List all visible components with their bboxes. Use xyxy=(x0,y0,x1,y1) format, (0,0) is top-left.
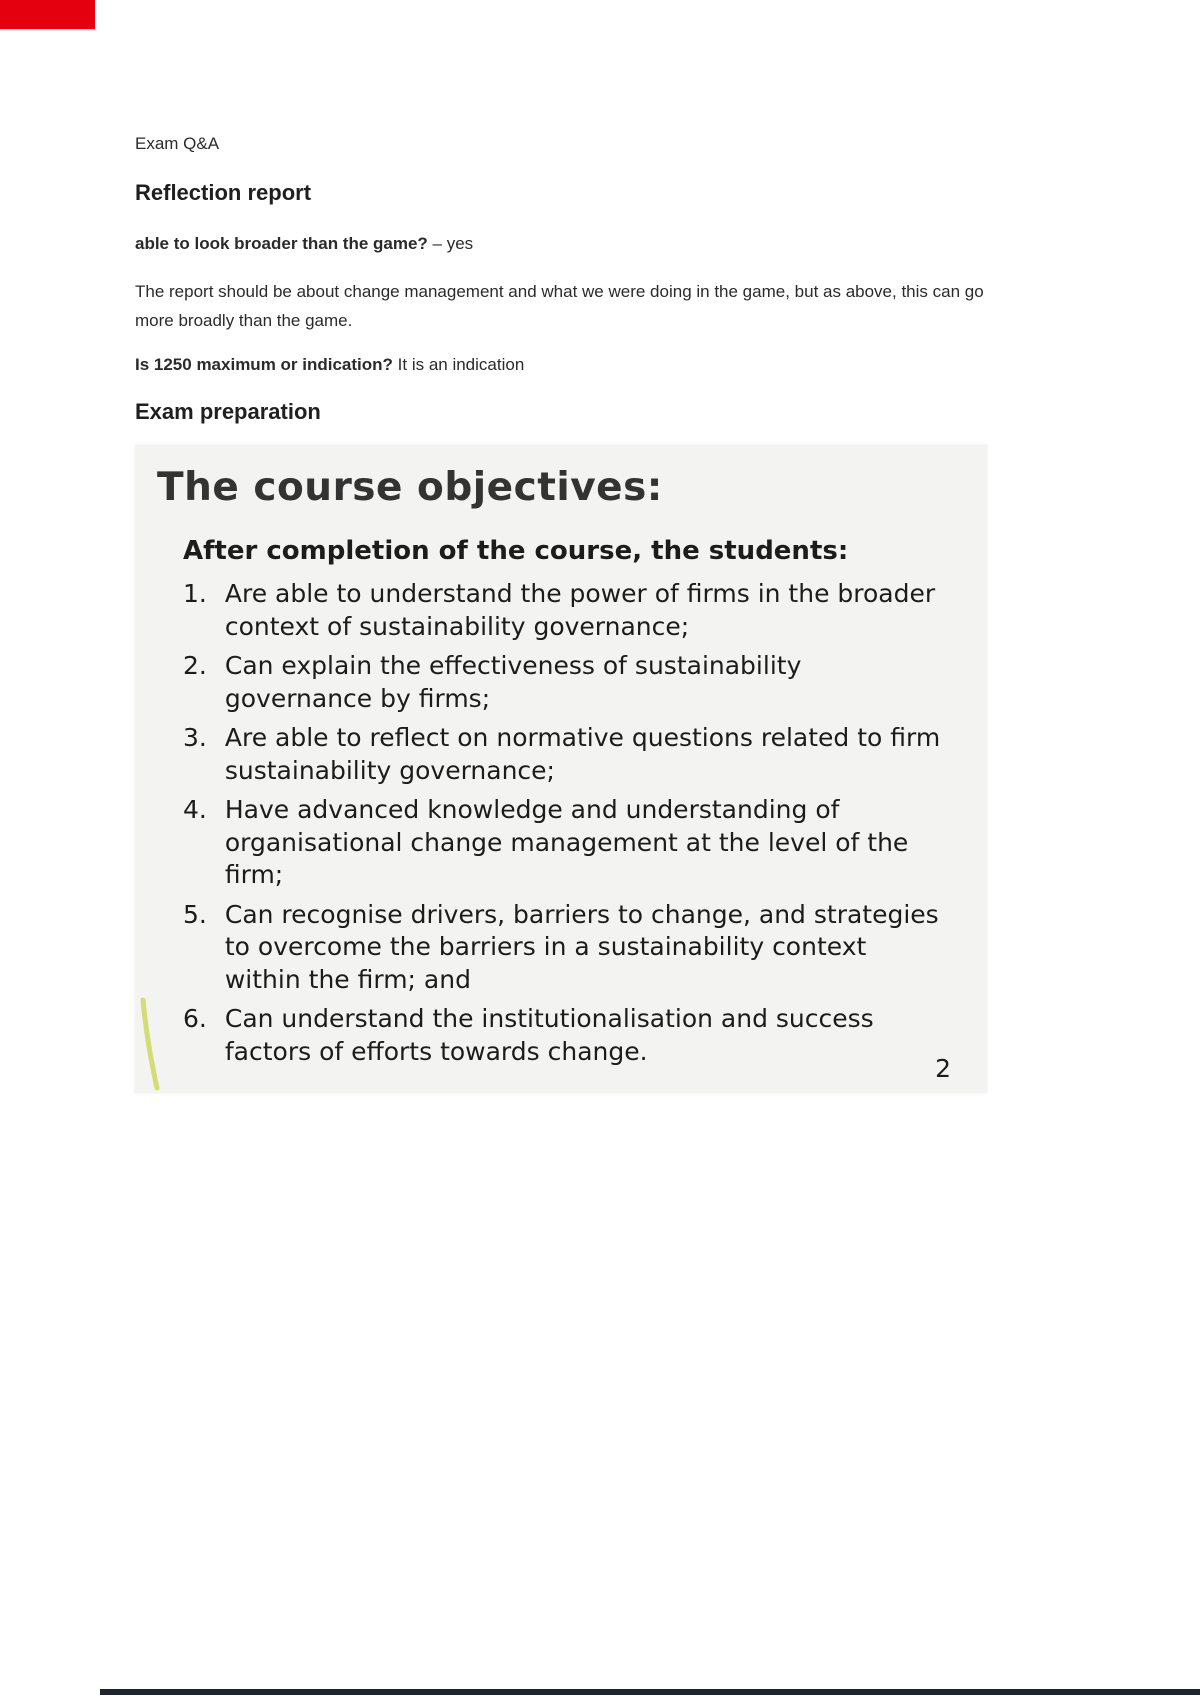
slide-subtitle: After completion of the course, the students: xyxy=(183,536,849,567)
list-item xyxy=(153,899,965,997)
list-item-number: 2. xyxy=(183,651,207,681)
list-item-text: Are able to reflect on normative questions related to firm sustainability governance; xyxy=(224,723,941,785)
slide-title: The course objectives: xyxy=(157,465,663,511)
question-1-bold: able to look broader than the game? xyxy=(135,234,428,253)
question-2-answer: It is an indication xyxy=(392,355,525,375)
list-item-number: 6. xyxy=(183,1004,207,1034)
doc-label: Exam Q&A xyxy=(135,134,220,153)
red-corner-mark xyxy=(0,0,95,29)
question-1-answer: – yes xyxy=(427,234,474,253)
list-item xyxy=(153,794,965,892)
question-2-bold: Is 1250 maximum or indication? xyxy=(135,355,393,375)
embedded-slide-image xyxy=(135,445,987,1093)
heading-exam-preparation: Exam preparation xyxy=(135,399,321,425)
list-item-text: Can recognise drivers, barriers to change, and strategies to overcome the barriers in a sustainability context within the firm; and xyxy=(224,899,939,994)
list-item-number: 5. xyxy=(183,899,207,929)
slide-page-number: 2 xyxy=(935,1054,951,1084)
list-item-text: Are able to understand the power of firms in the broader context of sustainability governance; xyxy=(224,579,936,641)
list-item xyxy=(153,650,965,715)
list-item xyxy=(153,1003,965,1068)
list-item xyxy=(153,578,965,643)
list-item-text: Can explain the effectiveness of sustainability governance by firms; xyxy=(224,651,802,713)
document-content xyxy=(135,134,995,1093)
heading-reflection-report: Reflection report xyxy=(135,180,312,205)
list-item-text: Can understand the institutionalisation and success factors of efforts towards change. xyxy=(224,1004,874,1066)
list-item-text: Have advanced knowledge and understanding of organisational change management at the level of the firm; xyxy=(224,795,909,890)
question-line-2 xyxy=(135,355,995,375)
question-line-1 xyxy=(135,234,995,254)
list-item xyxy=(153,722,965,787)
list-item-number: 1. xyxy=(183,579,207,609)
bottom-divider-bar xyxy=(100,1689,1200,1695)
report-paragraph: The report should be about change management and what we were doing in the game, but as above, this can go more broadly than the game. xyxy=(135,282,984,330)
objectives-list xyxy=(153,578,965,1068)
list-item-number: 4. xyxy=(183,795,207,825)
list-item-number: 3. xyxy=(183,723,207,753)
